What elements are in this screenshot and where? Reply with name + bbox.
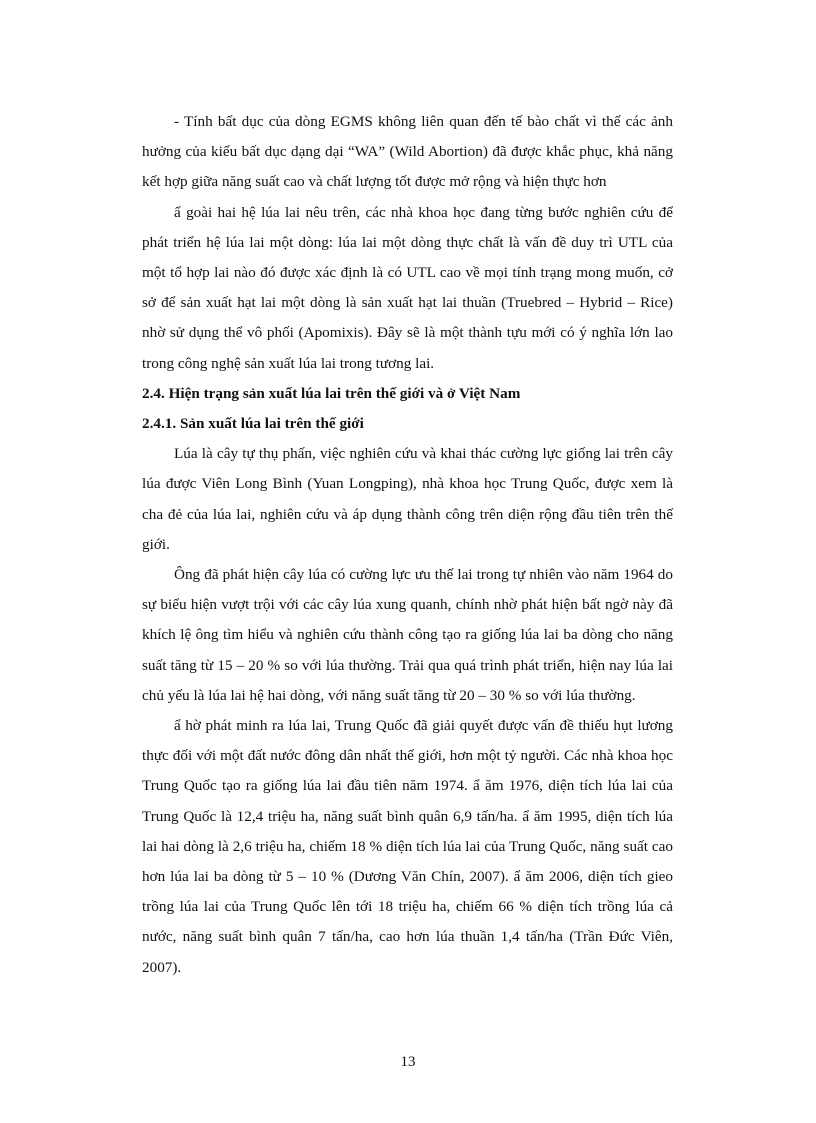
page-content bbox=[142, 107, 673, 983]
paragraph-one-line-hybrid: ẩ goài hai hệ lúa lai nêu trên, các nhà khoa học đang từng bước nghiên cứu để phát triển hệ lúa lai một dòng: lúa lai một dòng thực chất là vấn đề duy trì UTL của một tổ hợp lai nào đó được xác định là có UTL cao về mọi tính trạng mong muốn, cở sở để sản xuất hạt lai một dòng là sản xuất hạt lai thuần (Truebred – Hybrid – Rice) nhờ sử dụng thể vô phối (Apomixis). Đây sẽ là một thành tựu mới có ý nghĩa lớn lao trong công nghệ sản xuất lúa lai trong tương lai. bbox=[142, 203, 673, 372]
section-heading-2-4: 2.4. Hiện trạng sản xuất lúa lai trên thế giới và ở Việt Nam bbox=[142, 384, 521, 402]
paragraph-yuan-longping: Lúa là cây tự thụ phấn, việc nghiên cứu và khai thác cường lực giống lai trên cây lúa được Viên Long Bình (Yuan Longping), nhà khoa học Trung Quốc, được xem là cha đẻ của lúa lai, nghiên cứu và áp dụng thành công trên diện rộng đầu tiên trên thế giới. bbox=[142, 445, 673, 553]
paragraph-discovery-1964: Ông đã phát hiện cây lúa có cường lực ưu thế lai trong tự nhiên vào năm 1964 do sự biểu hiện vượt trội với các cây lúa xung quanh, chính nhờ phát hiện bất ngờ này đã khích lệ ông tìm hiểu và nghiên cứu thành công tạo ra giống lúa lai ba dòng cho năng suất tăng từ 15 – 20 % so với lúa thường. Trải qua quá trình phát triển, hiện nay lúa lai chủ yếu là lúa lai hệ hai dòng, với năng suất tăng từ 20 – 30 % so với lúa thường. bbox=[142, 566, 673, 704]
subsection-heading-2-4-1: 2.4.1. Sản xuất lúa lai trên thế giới bbox=[142, 415, 364, 433]
page-number: 13 bbox=[400, 1054, 416, 1070]
paragraph-china-production: ẩ hờ phát minh ra lúa lai, Trung Quốc đã giải quyết được vấn đề thiếu hụt lương thực đối với một đất nước đông dân nhất thế giới, hơn một tỷ người. Các nhà khoa học Trung Quốc tạo ra giống lúa lai đầu tiên năm 1974. ẩ ăm 1976, diện tích lúa lai của Trung Quốc là 12,4 triệu ha, năng suất bình quân 6,9 tấn/ha. ẩ ăm 1995, diện tích lúa lai hai dòng là 2,6 triệu ha, chiếm 18 % diện tích lúa lai của Trung Quốc, năng suất cao hơn lúa lai ba dòng từ 5 – 10 % (Dương Văn Chín, 2007). ẩ ăm 2006, diện tích gieo trồng lúa lai của Trung Quốc lên tới 18 triệu ha, chiếm 66 % diện tích trồng lúa cả nước, năng suất bình quân 7 tấn/ha, cao hơn lúa thuần 1,4 tấn/ha (Trần Đức Viên, 2007). bbox=[142, 717, 673, 976]
paragraph-egms: - Tính bất dục của dòng EGMS không liên quan đến tế bào chất vì thế các ảnh hưởng của kiểu bất dục dạng dại “WA” (Wild Abortion) đã được khắc phục, khả năng kết hợp giữa năng suất cao và chất lượng tốt được mở rộng và hiện thực hơn bbox=[142, 113, 673, 191]
